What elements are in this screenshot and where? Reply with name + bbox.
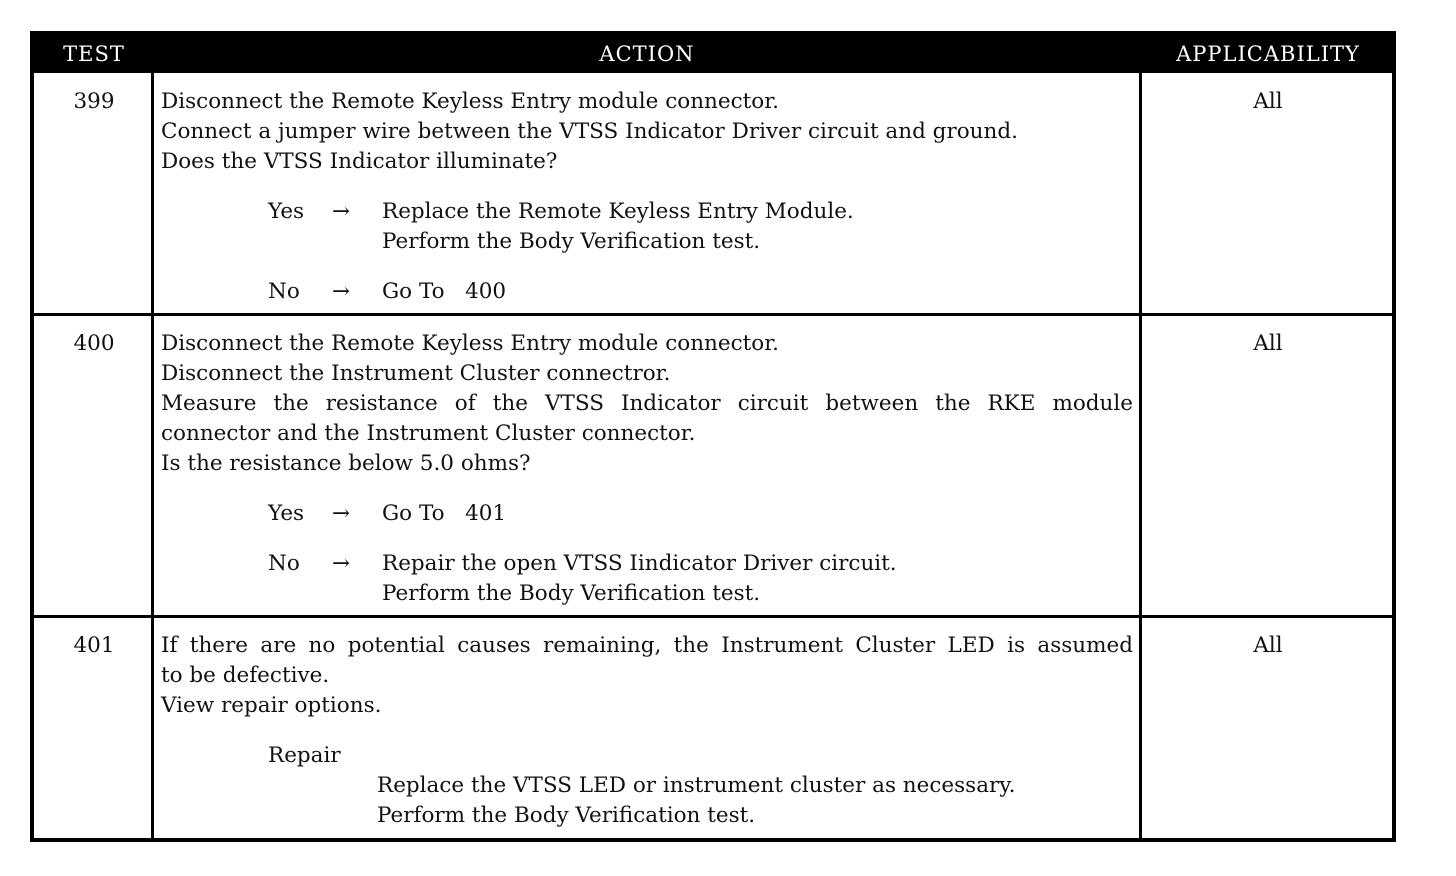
action-line: Does the VTSS Indicator illuminate?	[161, 149, 558, 174]
no-result: Go To 400	[382, 279, 507, 304]
applicability-value: All	[1253, 331, 1283, 356]
no-label: No	[268, 279, 300, 304]
action-line: to be defective.	[161, 663, 330, 688]
no-arrow: →	[332, 279, 351, 304]
column-divider	[151, 73, 154, 838]
repair-label: Repair	[268, 743, 341, 768]
yes-arrow: →	[332, 199, 351, 224]
repair-result: Perform the Body Verification test.	[377, 803, 756, 828]
yes-arrow: →	[332, 501, 351, 526]
action-line: connector and the Instrument Cluster connector.	[161, 421, 696, 446]
action-line: View repair options.	[161, 693, 382, 718]
yes-label: Yes	[268, 199, 305, 224]
action-line: Disconnect the Instrument Cluster connectror.	[161, 361, 671, 386]
action-line: Is the resistance below 5.0 ohms?	[161, 451, 531, 476]
test-number: 400	[73, 331, 115, 356]
action-line: Connect a jumper wire between the VTSS Indicator Driver circuit and ground.	[161, 119, 1018, 144]
header-test: TEST	[63, 42, 125, 66]
applicability-value: All	[1253, 89, 1283, 114]
action-line: Measure the resistance of the VTSS Indicator circuit between the RKE module	[161, 391, 1133, 416]
yes-result: Perform the Body Verification test.	[382, 229, 761, 254]
row-divider	[34, 615, 1392, 618]
diagnostic-table	[30, 31, 1396, 842]
action-line: Disconnect the Remote Keyless Entry module connector.	[161, 89, 779, 114]
column-divider	[1139, 73, 1142, 838]
yes-label: Yes	[268, 501, 305, 526]
table-header	[34, 35, 1392, 73]
test-number: 401	[73, 633, 115, 658]
no-result: Repair the open VTSS Iindicator Driver circuit.	[382, 551, 897, 576]
header-action: ACTION	[599, 42, 695, 66]
action-line: If there are no potential causes remaining, the Instrument Cluster LED is assumed	[161, 633, 1133, 658]
applicability-value: All	[1253, 633, 1283, 658]
action-line: Disconnect the Remote Keyless Entry module connector.	[161, 331, 779, 356]
no-result: Perform the Body Verification test.	[382, 581, 761, 606]
header-applicability: APPLICABILITY	[1176, 42, 1360, 66]
repair-result: Replace the VTSS LED or instrument cluster as necessary.	[377, 773, 1016, 798]
yes-result: Replace the Remote Keyless Entry Module.	[382, 199, 854, 224]
test-number: 399	[73, 89, 115, 114]
row-divider	[34, 313, 1392, 316]
yes-result: Go To 401	[382, 501, 507, 526]
no-arrow: →	[332, 551, 351, 576]
no-label: No	[268, 551, 300, 576]
